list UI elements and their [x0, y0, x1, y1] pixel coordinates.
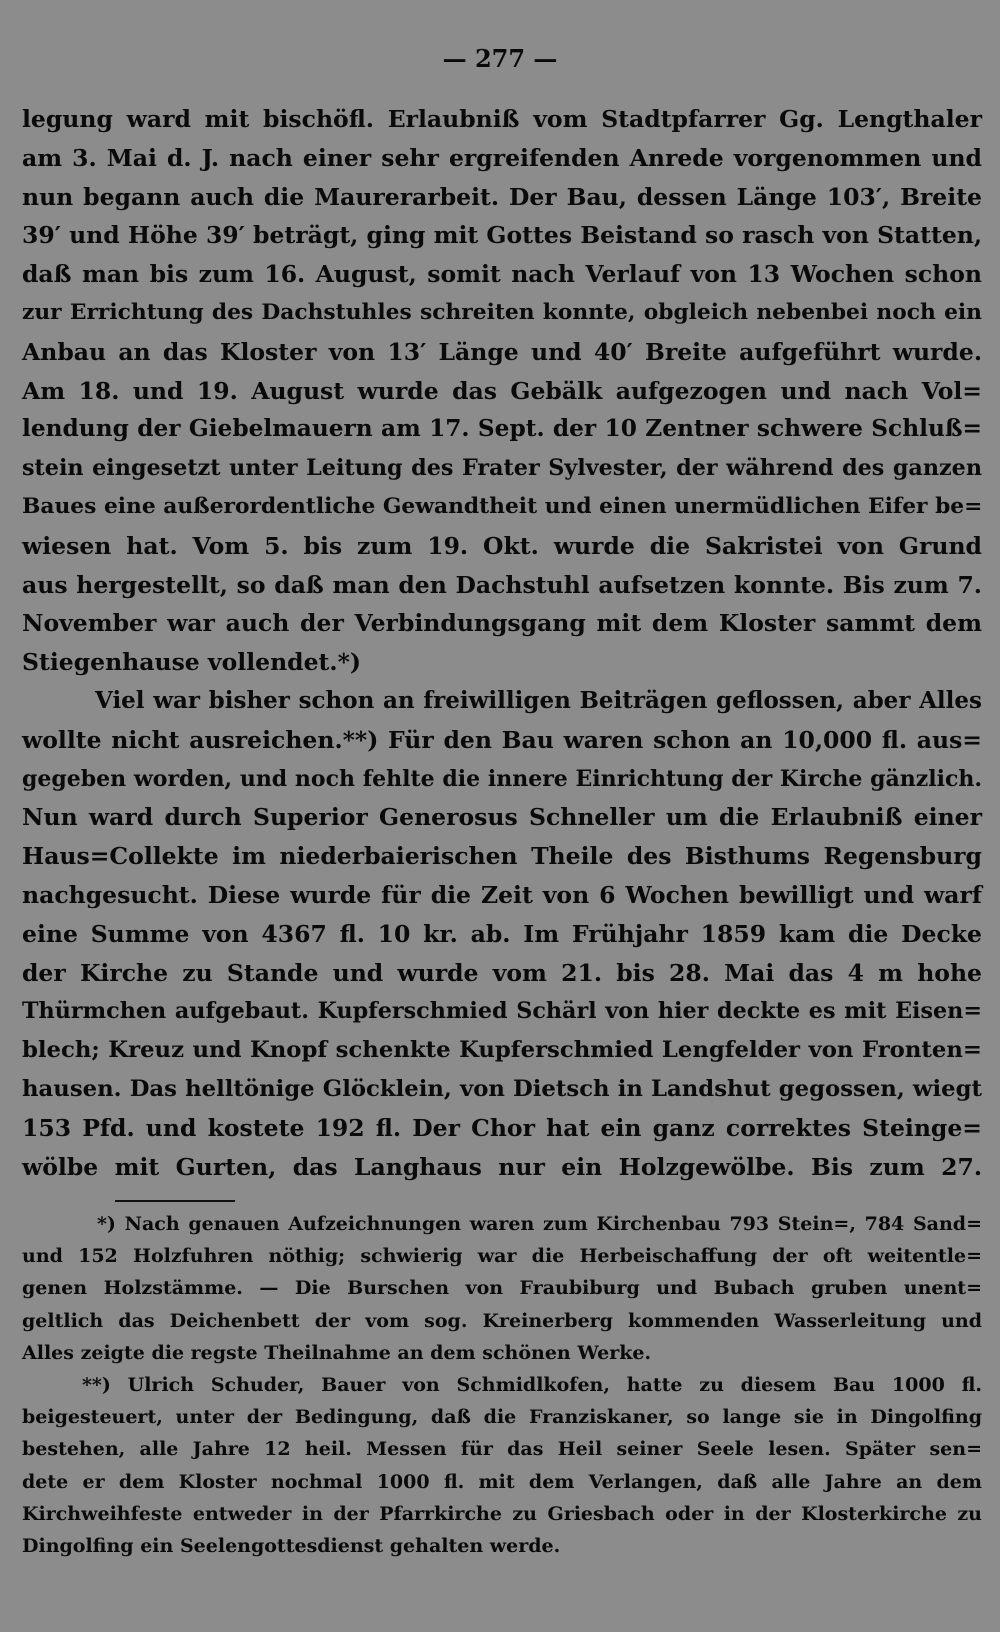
footnote-line: genen Holzstämme. — Die Burschen von Fraubiburg und Bubach gruben unent=	[22, 1277, 982, 1300]
footnote-line: Dingolfing ein Seelengottesdienst gehalten werde.	[22, 1534, 561, 1557]
text-line: 153 Pfd. und kostete 192 fl. Der Chor hat ein ganz correktes Steinge=	[22, 1113, 982, 1142]
text-line: Stiegenhause vollendet.*)	[22, 648, 361, 677]
text-line: blech; Kreuz und Knopf schenkte Kupferschmied Lengfelder von Fronten=	[22, 1037, 982, 1064]
text-line: gegeben worden, und noch fehlte die innere Einrichtung der Kirche gänzlich.	[22, 765, 982, 792]
text-line: Anbau an das Kloster von 13′ Länge und 40′ Breite aufgeführt wurde.	[22, 337, 982, 366]
text-line: hausen. Das helltönige Glöcklein, von Dietsch in Landshut gegossen, wiegt	[22, 1075, 982, 1102]
text-line: November war auch der Verbindungsgang mit dem Kloster sammt dem	[22, 609, 982, 638]
text-line: Baues eine außerordentliche Gewandtheit und einen unermüdlichen Eifer be=	[22, 493, 983, 519]
text-line: lendung der Giebelmauern am 17. Sept. der 10 Zentner schwere Schluß=	[22, 415, 982, 443]
text-line: aus hergestellt, so daß man den Dachstuhl aufsetzen konnte. Bis zum 7.	[22, 570, 982, 599]
footnote-line: beigesteuert, unter der Bedingung, daß die Franziskaner, so lange sie in Dingolfing	[22, 1406, 982, 1429]
text-line: wollte nicht ausreichen.**) Für den Bau waren schon an 10,000 fl. aus=	[22, 725, 982, 754]
text-line: 39′ und Höhe 39′ beträgt, ging mit Gottes Beistand so rasch von Statten,	[22, 221, 983, 250]
text-line: legung ward mit bischöfl. Erlaubniß vom Stadtpfarrer Gg. Lengthaler	[22, 105, 982, 133]
text-line: eine Summe von 4367 fl. 10 kr. ab. Im Frühjahr 1859 kam die Decke	[22, 919, 982, 948]
footnote-line: *) Nach genauen Aufzeichnungen waren zum Kirchenbau 793 Stein=, 784 Sand=	[97, 1213, 982, 1235]
footnote-line: dete er dem Kloster nochmal 1000 fl. mit dem Verlangen, daß alle Jahre an dem	[22, 1470, 982, 1493]
text-line: daß man bis zum 16. August, somit nach Verlauf von 13 Wochen schon	[22, 260, 982, 289]
page-number: — 277 —	[442, 44, 558, 73]
text-line: wiesen hat. Vom 5. bis zum 19. Okt. wurde die Sakristei von Grund	[22, 531, 982, 560]
text-line: stein eingesetzt unter Leitung des Frater Sylvester, der während des ganzen	[22, 455, 982, 482]
text-line: Thürmchen aufgebaut. Kupferschmied Schärl von hier deckte es mit Eisen=	[22, 998, 982, 1025]
text-line: nachgesucht. Diese wurde für die Zeit von 6 Wochen bewilligt und warf	[22, 880, 982, 909]
footnote-line: bestehen, alle Jahre 12 heil. Messen für das Heil seiner Seele lesen. Später sen=	[22, 1438, 982, 1461]
footnote-line: **) Ulrich Schuder, Bauer von Schmidlkofen, hatte zu diesem Bau 1000 fl.	[82, 1373, 982, 1396]
text-line: wölbe mit Gurten, das Langhaus nur ein Holzgewölbe. Bis zum 27.	[22, 1152, 982, 1181]
footnote-line: und 152 Holzfuhren nöthig; schwierig war die Herbeischaffung der oft weitentle=	[22, 1245, 982, 1268]
text-line: zur Errichtung des Dachstuhles schreiten konnte, obgleich nebenbei noch ein	[22, 299, 982, 325]
text-line: Am 18. und 19. August wurde das Gebälk aufgezogen und nach Vol=	[22, 376, 982, 405]
text-line: Nun ward durch Superior Generosus Schneller um die Erlaubniß einer	[22, 803, 982, 832]
footnote-divider	[115, 1200, 235, 1202]
text-line: am 3. Mai d. J. nach einer sehr ergreifenden Anrede vorgenommen und	[22, 143, 982, 172]
text-line: Haus=Collekte im niederbaierischen Theile des Bisthums Regensburg	[22, 842, 982, 871]
footnote-line: Alles zeigte die regste Theilnahme an dem schönen Werke.	[22, 1341, 652, 1364]
body-text	[22, 100, 982, 1186]
text-line: der Kirche zu Stande und wurde vom 21. bis 28. Mai das 4 m hohe	[22, 958, 982, 987]
footnote-line: Kirchweihfeste entweder in der Pfarrkirche zu Griesbach oder in der Klosterkirche zu	[22, 1502, 982, 1525]
text-line: nun begann auch die Maurerarbeit. Der Bau, dessen Länge 103′, Breite	[22, 182, 982, 211]
footnote-line: geltlich das Deichenbett der vom sog. Kreinerberg kommenden Wasserleitung und	[22, 1309, 982, 1332]
text-line: Viel war bisher schon an freiwilligen Beiträgen geflossen, aber Alles	[95, 686, 982, 714]
footnotes	[22, 1208, 982, 1562]
